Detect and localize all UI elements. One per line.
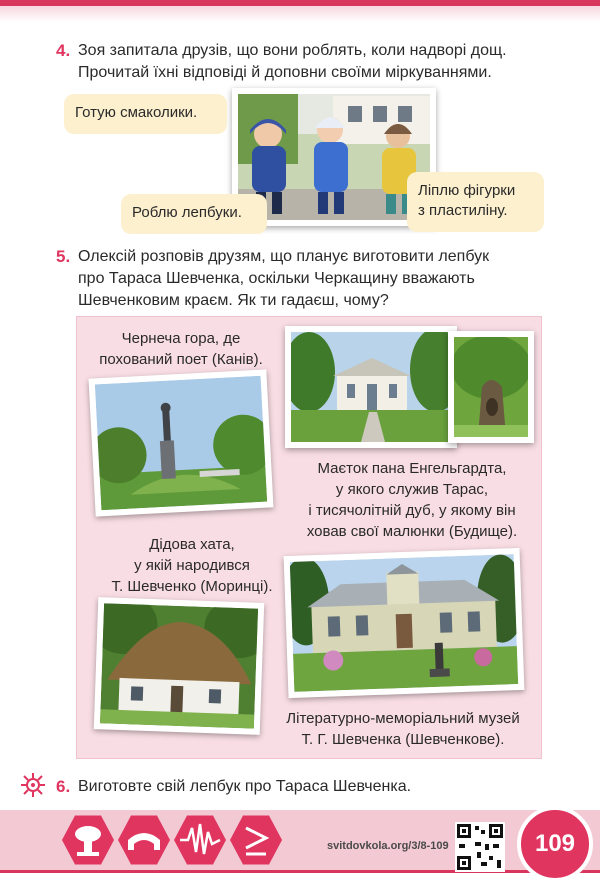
caption-grandfather-house xyxy=(92,534,292,597)
caption-khata-line3: Т. Шевченко (Моринці). xyxy=(111,578,273,595)
caption-chernecha-line2: похований поет (Канів). xyxy=(99,351,263,368)
speech-bubble-plasticine-line1: Ліплю фігурки xyxy=(418,182,516,199)
speech-bubble-plasticine-line2: з пластиліну. xyxy=(418,202,508,219)
task-6-number: 6. xyxy=(56,777,71,796)
page-number: 109 xyxy=(534,830,576,857)
task-5-text-line2: про Тараса Шевченка, оскільки Черкащину вважають xyxy=(78,270,475,287)
task-5-text-line1: Олексій розповів друзям, що планує виготовити лепбук xyxy=(78,248,490,265)
chernecha-gora-photo xyxy=(89,369,274,516)
task-5-text-line3: Шевченковим краєм. Як ти гадаєш, чому? xyxy=(78,292,389,309)
caption-museum-line1: Літературно-меморіальний музей xyxy=(286,710,520,727)
task-4-number: 4. xyxy=(56,41,71,60)
speech-bubble-lapbook: Роблю лепбуки. xyxy=(121,194,267,234)
caption-engelhardt-line3: і тисячолітній дуб, у якому він xyxy=(308,502,516,519)
museum-photo xyxy=(284,548,525,698)
oak-tree-photo xyxy=(448,331,534,443)
task-6-text: Виготовте свій лепбук про Тараса Шевченка. xyxy=(78,778,412,795)
caption-khata-line2: у якій народився xyxy=(134,557,250,574)
task-5-number: 5. xyxy=(56,247,71,266)
caption-engelhardt-line1: Маєток пана Енгельгардта, xyxy=(317,460,507,477)
caption-khata-line1: Дідова хата, xyxy=(149,536,235,553)
caption-chernecha-gora xyxy=(86,328,276,370)
grandfather-house-photo xyxy=(94,597,265,735)
top-border xyxy=(0,0,600,22)
caption-engelhardt-line4: ховав свої малюнки (Будище). xyxy=(306,523,518,540)
task-4-text-line2: Прочитай їхні відповіді й доповни своїми міркуваннями. xyxy=(78,64,492,81)
caption-engelhardt-line2: у якого служив Тарас, xyxy=(335,481,489,498)
engelhardt-estate-photo xyxy=(285,326,457,448)
caption-museum xyxy=(268,708,538,750)
speech-bubble-cooking: Готую смаколики. xyxy=(64,94,227,134)
task-4-text-line1: Зоя запитала друзів, що вони роблять, коли надворі дощ. xyxy=(78,42,507,59)
caption-museum-line2: Т. Г. Шевченка (Шевченкове). xyxy=(301,731,505,748)
caption-chernecha-line1: Чернеча гора, де xyxy=(121,330,241,347)
qr-code[interactable] xyxy=(455,822,505,872)
footer-url[interactable]: svitdovkola.org/3/8-109 xyxy=(327,840,449,852)
gear-icon xyxy=(20,772,46,798)
caption-engelhardt-estate xyxy=(292,458,532,542)
speech-bubble-plasticine xyxy=(407,172,544,232)
